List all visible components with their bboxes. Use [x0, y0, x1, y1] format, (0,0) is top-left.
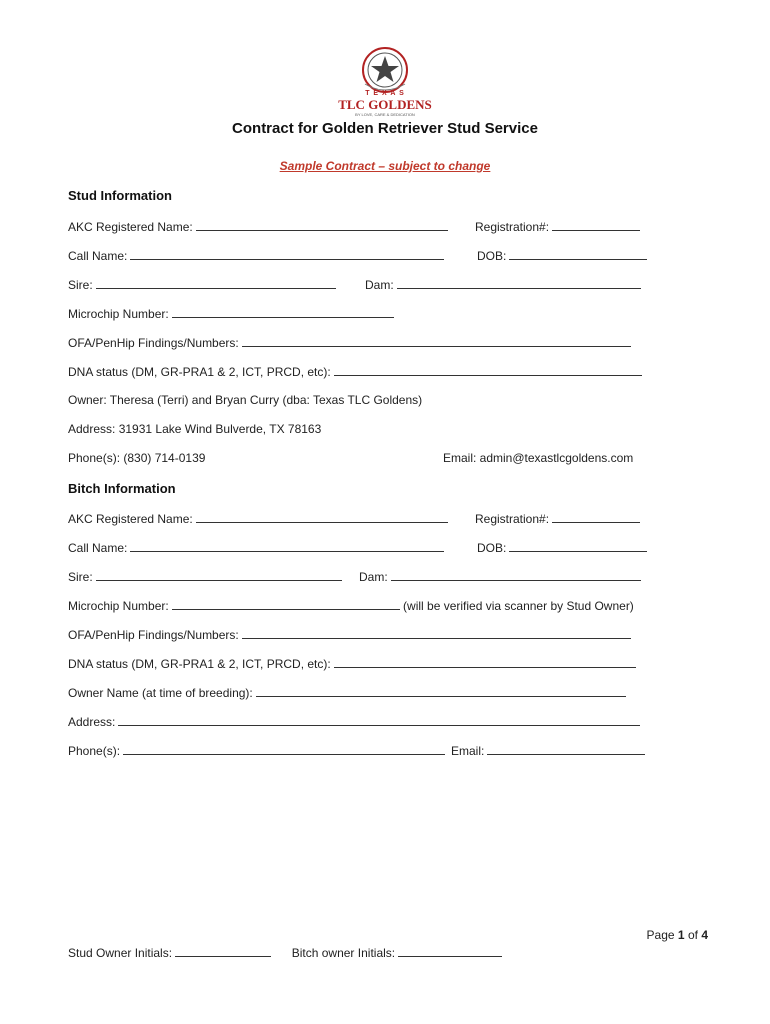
bitch-dna-field[interactable]: [334, 656, 636, 668]
bitch-microchip-note: (will be verified via scanner by Stud Owner): [403, 599, 634, 613]
page-current: 1: [677, 928, 685, 942]
stud-initials-field[interactable]: [175, 945, 271, 957]
stud-microchip-field[interactable]: [172, 306, 394, 318]
bitch-initials-label: Bitch owner Initials:: [291, 946, 396, 960]
initials-line: [68, 945, 502, 960]
subtitle: Sample Contract – subject to change: [279, 159, 491, 173]
bitch-reg-field[interactable]: [552, 511, 640, 523]
bitch-ofa-field[interactable]: [242, 627, 631, 639]
bitch-akc-field[interactable]: [196, 511, 448, 523]
logo-tagline: BY LOVE, CARE & DEDICATION: [355, 112, 415, 117]
bitch-sire-field[interactable]: [96, 569, 342, 581]
stud-initials-label: Stud Owner Initials:: [68, 946, 173, 960]
bitch-phone-field[interactable]: [123, 743, 445, 755]
stud-call-field[interactable]: [130, 248, 444, 260]
page-number: [647, 928, 708, 942]
stud-sire-field[interactable]: [96, 277, 336, 289]
stud-address-text: Address: 31931 Lake Wind Bulverde, TX 78163: [68, 422, 322, 436]
bitch-akc-label: AKC Registered Name:: [68, 512, 193, 526]
tlc-goldens-logo: [335, 44, 435, 120]
bitch-microchip-field[interactable]: [172, 598, 400, 610]
bitch-dam-field[interactable]: [391, 569, 641, 581]
stud-dam-label: Dam:: [365, 278, 394, 292]
bitch-ofa-label: OFA/PenHip Findings/Numbers:: [68, 628, 239, 642]
logo-name: TLC GOLDENS: [338, 97, 432, 112]
bitch-call-field[interactable]: [130, 540, 444, 552]
stud-call-label: Call Name:: [68, 249, 128, 263]
bitch-heading: Bitch Information: [68, 481, 176, 496]
stud-ofa-field[interactable]: [242, 335, 631, 347]
bitch-owner-field[interactable]: [256, 685, 626, 697]
bitch-dam-label: Dam:: [359, 570, 388, 584]
stud-reg-field[interactable]: [552, 219, 640, 231]
bitch-email-label: Email:: [451, 744, 485, 758]
bitch-dob-field[interactable]: [509, 540, 647, 552]
stud-phone-text: Phone(s): (830) 714-0139: [68, 451, 206, 465]
stud-dam-field[interactable]: [397, 277, 641, 289]
page-total: 4: [701, 928, 708, 942]
bitch-address-label: Address:: [68, 715, 116, 729]
bitch-initials-field[interactable]: [398, 945, 502, 957]
page-title: Contract for Golden Retriever Stud Service: [232, 120, 538, 137]
stud-dna-field[interactable]: [334, 364, 642, 376]
bitch-address-field[interactable]: [118, 714, 640, 726]
bitch-phone-label: Phone(s):: [68, 744, 121, 758]
logo-top-text: T E X A S: [365, 90, 405, 97]
stud-owner-text: Owner: Theresa (Terri) and Bryan Curry (dba: Texas TLC Goldens): [68, 393, 423, 407]
stud-akc-field[interactable]: [196, 219, 448, 231]
stud-heading: Stud Information: [68, 188, 172, 203]
bitch-microchip-label: Microchip Number:: [68, 599, 169, 613]
bitch-email-field[interactable]: [487, 743, 645, 755]
bitch-reg-label: Registration#:: [475, 512, 550, 526]
stud-email-text: Email: admin@texastlcgoldens.com: [443, 451, 634, 465]
stud-sire-label: Sire:: [68, 278, 93, 292]
stud-ofa-label: OFA/PenHip Findings/Numbers:: [68, 336, 239, 350]
bitch-dob-label: DOB:: [477, 541, 507, 555]
bitch-owner-label: Owner Name (at time of breeding):: [68, 686, 253, 700]
stud-akc-label: AKC Registered Name:: [68, 220, 193, 234]
page-of: of: [687, 928, 698, 942]
bitch-sire-label: Sire:: [68, 570, 93, 584]
stud-dob-field[interactable]: [509, 248, 647, 260]
bitch-dna-label: DNA status (DM, GR-PRA1 & 2, ICT, PRCD, etc):: [68, 657, 331, 671]
stud-dna-label: DNA status (DM, GR-PRA1 & 2, ICT, PRCD, etc):: [68, 365, 331, 379]
stud-microchip-label: Microchip Number:: [68, 307, 169, 321]
stud-dob-label: DOB:: [477, 249, 507, 263]
bitch-call-label: Call Name:: [68, 541, 128, 555]
page-prefix: Page: [646, 928, 675, 942]
stud-reg-label: Registration#:: [475, 220, 550, 234]
